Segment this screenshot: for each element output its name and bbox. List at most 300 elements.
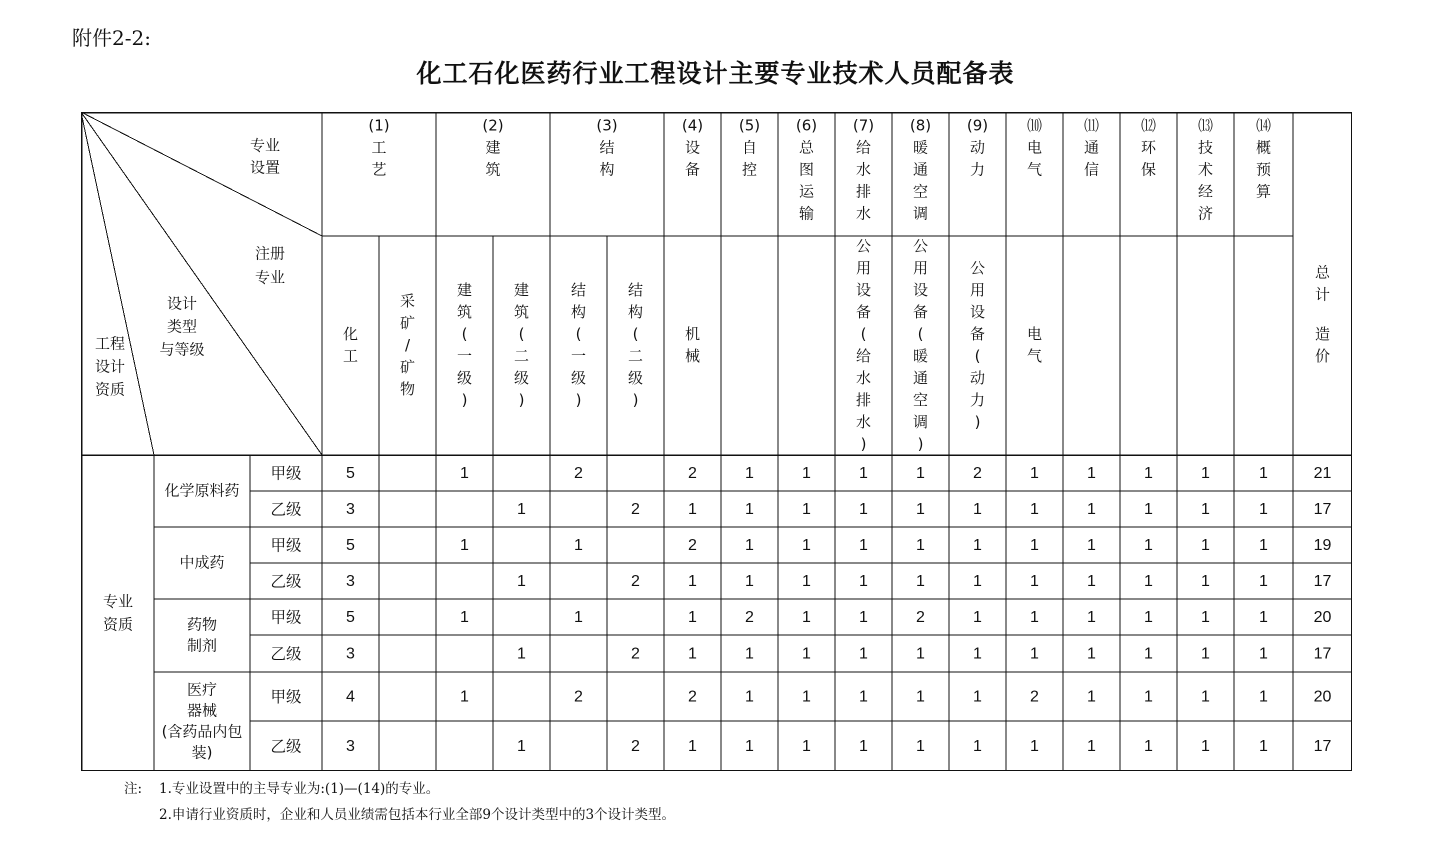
svg-text:级: 级 — [570, 369, 587, 387]
count-cell: 1 — [460, 465, 469, 483]
count-cell: 1 — [1087, 573, 1096, 591]
svg-text:械: 械 — [684, 347, 701, 365]
svg-text:术: 术 — [1197, 160, 1214, 179]
count-cell: 1 — [1259, 501, 1268, 519]
count-cell: 1 — [973, 537, 982, 555]
svg-text:构: 构 — [599, 160, 615, 179]
count-cell: 1 — [802, 465, 811, 483]
svg-text:空: 空 — [912, 391, 929, 409]
count-cell: 1 — [1030, 645, 1039, 663]
svg-text:一: 一 — [456, 347, 473, 365]
svg-text:暖: 暖 — [912, 347, 929, 365]
count-cell: 1 — [1259, 688, 1268, 706]
svg-text:调: 调 — [912, 413, 929, 431]
specialty-number: (6) — [795, 116, 818, 135]
count-cell: 1 — [574, 537, 583, 555]
corner-label-design-type: 与等级 — [159, 340, 205, 359]
count-cell: 1 — [688, 609, 697, 627]
count-cell: 1 — [745, 688, 754, 706]
count-cell: 1 — [1259, 573, 1268, 591]
count-cell: 1 — [916, 573, 925, 591]
svg-text:矿: 矿 — [399, 358, 416, 376]
count-cell: 1 — [916, 537, 925, 555]
count-cell: 1 — [1144, 609, 1153, 627]
svg-text:化: 化 — [342, 325, 359, 343]
svg-text:备: 备 — [969, 325, 986, 343]
count-cell: 1 — [802, 501, 811, 519]
note-2: 2.申请行业资质时，企业和人员业绩需包括本行业全部9个设计类型中的3个设计类型。 — [159, 807, 676, 823]
svg-text:空: 空 — [912, 182, 929, 201]
total-cell: 19 — [1313, 537, 1332, 555]
svg-text:一: 一 — [570, 347, 587, 365]
count-cell: 1 — [1030, 738, 1039, 756]
specialty-name — [371, 139, 386, 179]
svg-text:工: 工 — [342, 347, 359, 365]
registered-specialty — [685, 325, 700, 365]
svg-text:给: 给 — [855, 347, 872, 365]
svg-text:): ) — [860, 435, 867, 453]
count-cell: 1 — [1201, 688, 1210, 706]
count-cell: 1 — [1087, 465, 1096, 483]
count-cell: 1 — [802, 609, 811, 627]
total-cell: 17 — [1313, 573, 1332, 591]
count-cell: 3 — [346, 645, 355, 663]
count-cell: 1 — [688, 645, 697, 663]
specialty-name — [485, 139, 500, 179]
count-cell: 1 — [1087, 501, 1096, 519]
svg-text:结: 结 — [599, 138, 615, 157]
count-cell: 1 — [859, 609, 868, 627]
count-cell: 5 — [346, 537, 355, 555]
total-header — [1315, 264, 1331, 304]
count-cell: 1 — [1087, 537, 1096, 555]
total-cell: 17 — [1313, 738, 1332, 756]
count-cell: 1 — [1087, 688, 1096, 706]
count-cell: 1 — [460, 688, 469, 706]
svg-text:级: 级 — [513, 369, 530, 387]
svg-text:水: 水 — [855, 204, 872, 223]
svg-text:输: 输 — [798, 204, 815, 223]
svg-text:构: 构 — [627, 303, 644, 321]
count-cell: 2 — [688, 465, 697, 483]
registered-specialty — [628, 281, 643, 409]
svg-text:筑: 筑 — [456, 303, 473, 321]
svg-text:通: 通 — [912, 369, 929, 387]
svg-text:机: 机 — [684, 325, 701, 343]
svg-text:建: 建 — [485, 138, 501, 157]
diagonal-line — [81, 112, 322, 236]
svg-text:排: 排 — [855, 391, 872, 409]
svg-text:通: 通 — [1083, 138, 1100, 157]
count-cell: 1 — [1030, 465, 1039, 483]
count-cell: 1 — [517, 645, 526, 663]
count-cell: 1 — [745, 537, 754, 555]
registered-specialty — [1027, 325, 1042, 365]
specialty-number: ⒀ — [1197, 116, 1214, 135]
specialty-name — [1027, 139, 1042, 179]
svg-text:经: 经 — [1197, 182, 1214, 201]
count-cell: 1 — [802, 688, 811, 706]
specialty-number: (3) — [596, 116, 618, 135]
specialty-number: (8) — [909, 116, 932, 135]
svg-text:筑: 筑 — [513, 303, 530, 321]
count-cell: 1 — [745, 738, 754, 756]
count-cell: 1 — [859, 573, 868, 591]
count-cell: 1 — [1201, 573, 1210, 591]
count-cell: 1 — [460, 537, 469, 555]
count-cell: 3 — [346, 501, 355, 519]
svg-text:预: 预 — [1255, 160, 1272, 179]
count-cell: 2 — [574, 465, 583, 483]
svg-text:水: 水 — [855, 413, 872, 431]
specialty-number: (2) — [482, 116, 504, 135]
specialty-number: (1) — [368, 116, 390, 135]
specialty-number: ⑿ — [1140, 116, 1157, 135]
count-cell: 1 — [745, 465, 754, 483]
svg-text:设: 设 — [684, 138, 701, 157]
count-cell: 1 — [1259, 609, 1268, 627]
svg-text:(: ( — [461, 325, 468, 343]
count-cell: 1 — [973, 609, 982, 627]
svg-text:自: 自 — [741, 138, 758, 157]
count-cell: 2 — [631, 573, 640, 591]
total-cell: 21 — [1313, 465, 1332, 483]
design-type-label: 器械 — [186, 701, 218, 720]
specialty-name — [913, 139, 928, 223]
svg-text:构: 构 — [570, 303, 587, 321]
count-cell: 1 — [688, 738, 697, 756]
count-cell: 1 — [973, 501, 982, 519]
total-cell: 17 — [1313, 645, 1332, 663]
svg-text:): ) — [461, 391, 468, 409]
svg-text:用: 用 — [855, 259, 872, 277]
count-cell: 1 — [1030, 501, 1039, 519]
count-cell: 1 — [1201, 738, 1210, 756]
svg-text:电: 电 — [1026, 325, 1043, 343]
grade-label: 乙级 — [270, 737, 302, 756]
count-cell: 1 — [1144, 738, 1153, 756]
svg-text:建: 建 — [513, 281, 530, 299]
corner-label-qualification: 资质 — [94, 380, 126, 399]
svg-text:艺: 艺 — [371, 160, 387, 179]
svg-text:用: 用 — [912, 259, 929, 277]
svg-text:用: 用 — [969, 281, 986, 299]
registered-specialty — [1315, 325, 1330, 365]
count-cell: 2 — [688, 688, 697, 706]
grade-label: 乙级 — [270, 500, 302, 519]
svg-text:备: 备 — [684, 160, 701, 179]
grade-label: 甲级 — [270, 688, 302, 706]
corner-label-qualification: 工程 — [94, 334, 126, 353]
count-cell: 1 — [1259, 738, 1268, 756]
count-cell: 1 — [859, 537, 868, 555]
qualification-label: 专业 — [102, 592, 134, 611]
corner-label-qualification: 设计 — [94, 357, 126, 376]
specialty-name — [856, 139, 871, 223]
grade-label: 乙级 — [270, 645, 302, 663]
svg-text:排: 排 — [855, 182, 872, 201]
design-type-label: 医疗 — [186, 680, 218, 699]
count-cell: 1 — [1259, 465, 1268, 483]
page-title: 化工石化医药行业工程设计主要专业技术人员配备表 — [416, 59, 1015, 88]
count-cell: 1 — [1144, 688, 1153, 706]
count-cell: 2 — [631, 645, 640, 663]
svg-text:设: 设 — [969, 303, 986, 321]
svg-text:控: 控 — [741, 160, 758, 179]
design-type-label: (含药品内包 — [161, 722, 243, 741]
count-cell: 2 — [631, 501, 640, 519]
svg-text:运: 运 — [798, 182, 815, 201]
count-cell: 5 — [346, 609, 355, 627]
svg-text:设: 设 — [912, 281, 929, 299]
count-cell: 1 — [916, 738, 925, 756]
count-cell: 2 — [631, 738, 640, 756]
registered-specialty — [856, 237, 871, 453]
count-cell: 2 — [688, 537, 697, 555]
count-cell: 1 — [745, 573, 754, 591]
svg-text:公: 公 — [855, 237, 872, 255]
specialty-name — [1198, 139, 1213, 223]
design-type-label: 中成药 — [179, 553, 225, 572]
count-cell: 1 — [1030, 609, 1039, 627]
total-cell: 17 — [1313, 501, 1332, 519]
registered-specialty — [514, 281, 529, 409]
svg-text:): ) — [518, 391, 525, 409]
count-cell: 1 — [688, 573, 697, 591]
specialty-number: (4) — [681, 116, 704, 135]
count-cell: 1 — [745, 645, 754, 663]
corner-label-registered: 注册 — [254, 244, 286, 263]
svg-text:采: 采 — [399, 292, 416, 310]
specialty-number: ⑾ — [1083, 116, 1100, 135]
svg-text:物: 物 — [399, 380, 416, 398]
svg-text:概: 概 — [1255, 138, 1272, 157]
count-cell: 5 — [346, 465, 355, 483]
grade-label: 甲级 — [270, 536, 302, 555]
note-1: 1.专业设置中的主导专业为:(1)—(14)的专业。 — [159, 781, 440, 797]
specialty-name — [970, 139, 985, 179]
svg-text:通: 通 — [912, 160, 929, 179]
count-cell: 4 — [346, 688, 355, 706]
count-cell: 1 — [973, 645, 982, 663]
svg-text:气: 气 — [1026, 347, 1043, 365]
svg-text:): ) — [917, 435, 924, 453]
grade-label: 甲级 — [270, 464, 302, 483]
count-cell: 1 — [1087, 645, 1096, 663]
design-type-label: 装) — [191, 743, 213, 762]
count-cell: 1 — [973, 738, 982, 756]
count-cell: 1 — [574, 609, 583, 627]
svg-text:计: 计 — [1314, 285, 1331, 304]
svg-text:备: 备 — [912, 303, 929, 321]
svg-text:济: 济 — [1197, 204, 1214, 223]
count-cell: 1 — [1144, 465, 1153, 483]
svg-text:备: 备 — [855, 303, 872, 321]
count-cell: 1 — [688, 501, 697, 519]
registered-specialty — [571, 281, 586, 409]
count-cell: 1 — [1201, 609, 1210, 627]
svg-text:保: 保 — [1140, 160, 1157, 179]
registered-specialty — [400, 292, 415, 398]
svg-text:动: 动 — [969, 369, 986, 387]
svg-text:): ) — [974, 413, 981, 431]
registered-specialty — [343, 325, 358, 365]
svg-text:级: 级 — [456, 369, 473, 387]
count-cell: 1 — [460, 609, 469, 627]
svg-text:/: / — [404, 336, 411, 354]
svg-text:设: 设 — [855, 281, 872, 299]
svg-text:(: ( — [575, 325, 582, 343]
specialty-name — [685, 139, 700, 179]
count-cell: 1 — [916, 501, 925, 519]
svg-text:(: ( — [917, 325, 924, 343]
specialty-number: (7) — [852, 116, 875, 135]
svg-text:(: ( — [860, 325, 867, 343]
count-cell: 1 — [517, 573, 526, 591]
svg-text:筑: 筑 — [485, 160, 501, 179]
count-cell: 1 — [1201, 501, 1210, 519]
svg-text:环: 环 — [1140, 138, 1157, 157]
svg-text:总: 总 — [798, 138, 815, 157]
corner-label-registered: 专业 — [254, 268, 286, 287]
count-cell: 1 — [859, 688, 868, 706]
svg-text:水: 水 — [855, 369, 872, 387]
svg-text:公: 公 — [969, 259, 986, 277]
svg-text:调: 调 — [912, 204, 929, 223]
specialty-number: ⒁ — [1255, 116, 1272, 135]
attachment-label: 附件2-2: — [72, 26, 151, 50]
design-type-label: 制剂 — [186, 636, 218, 655]
count-cell: 3 — [346, 573, 355, 591]
count-cell: 1 — [802, 738, 811, 756]
count-cell: 1 — [802, 645, 811, 663]
svg-text:): ) — [632, 391, 639, 409]
svg-text:水: 水 — [855, 160, 872, 179]
specialty-name — [799, 139, 815, 223]
svg-text:(: ( — [632, 325, 639, 343]
svg-text:结: 结 — [570, 281, 587, 299]
staffing-table — [81, 112, 1352, 771]
svg-text:算: 算 — [1255, 182, 1272, 201]
count-cell: 1 — [916, 465, 925, 483]
svg-text:建: 建 — [456, 281, 473, 299]
svg-text:暖: 暖 — [912, 138, 929, 157]
count-cell: 1 — [802, 573, 811, 591]
count-cell: 1 — [973, 573, 982, 591]
count-cell: 1 — [859, 645, 868, 663]
svg-text:给: 给 — [855, 138, 872, 157]
count-cell: 1 — [859, 465, 868, 483]
specialty-name — [1084, 139, 1099, 179]
svg-text:电: 电 — [1026, 138, 1043, 157]
grade-label: 乙级 — [270, 572, 302, 591]
count-cell: 1 — [1144, 501, 1153, 519]
svg-text:造: 造 — [1314, 325, 1331, 343]
svg-text:力: 力 — [969, 160, 986, 179]
svg-text:(: ( — [518, 325, 525, 343]
count-cell: 2 — [574, 688, 583, 706]
registered-specialty — [457, 281, 472, 409]
count-cell: 1 — [916, 688, 925, 706]
total-cell: 20 — [1313, 609, 1332, 627]
count-cell: 1 — [1144, 645, 1153, 663]
count-cell: 1 — [1087, 738, 1096, 756]
count-cell: 1 — [802, 537, 811, 555]
svg-text:矿: 矿 — [399, 314, 416, 332]
svg-text:气: 气 — [1026, 160, 1043, 179]
svg-text:公: 公 — [912, 237, 929, 255]
specialty-name — [742, 139, 757, 179]
count-cell: 1 — [517, 501, 526, 519]
count-cell: 1 — [1201, 537, 1210, 555]
svg-text:总: 总 — [1314, 263, 1331, 282]
count-cell: 2 — [1030, 688, 1039, 706]
count-cell: 2 — [745, 609, 754, 627]
specialty-number: (5) — [738, 116, 761, 135]
count-cell: 3 — [346, 738, 355, 756]
count-cell: 1 — [1030, 573, 1039, 591]
count-cell: 1 — [1030, 537, 1039, 555]
svg-text:二: 二 — [627, 347, 644, 365]
svg-text:二: 二 — [513, 347, 530, 365]
count-cell: 1 — [1144, 537, 1153, 555]
design-type-label: 化学原料药 — [164, 481, 240, 500]
grade-label: 甲级 — [270, 608, 302, 627]
specialty-name — [1256, 139, 1271, 201]
count-cell: 1 — [745, 501, 754, 519]
count-cell: 1 — [1144, 573, 1153, 591]
count-cell: 1 — [859, 501, 868, 519]
svg-text:级: 级 — [627, 369, 644, 387]
svg-text:技: 技 — [1197, 138, 1214, 157]
count-cell: 1 — [1201, 645, 1210, 663]
corner-label-specialty: 专业 — [249, 136, 281, 155]
count-cell: 1 — [517, 738, 526, 756]
svg-text:(: ( — [974, 347, 981, 365]
specialty-name — [1141, 139, 1157, 179]
svg-text:价: 价 — [1314, 347, 1331, 365]
specialty-number: ⑽ — [1026, 116, 1043, 135]
count-cell: 1 — [859, 738, 868, 756]
total-cell: 20 — [1313, 688, 1332, 706]
svg-text:动: 动 — [969, 138, 986, 157]
count-cell: 1 — [1087, 609, 1096, 627]
count-cell: 1 — [916, 645, 925, 663]
svg-text:结: 结 — [627, 281, 644, 299]
specialty-name — [599, 139, 614, 179]
count-cell: 1 — [1259, 645, 1268, 663]
design-type-label: 药物 — [186, 615, 218, 634]
registered-specialty — [970, 259, 985, 431]
corner-label-design-type: 类型 — [166, 317, 198, 336]
registered-specialty — [913, 237, 928, 453]
corner-label-design-type: 设计 — [166, 294, 198, 313]
count-cell: 2 — [916, 609, 925, 627]
svg-text:工: 工 — [371, 138, 387, 157]
svg-text:): ) — [575, 391, 582, 409]
svg-text:力: 力 — [969, 391, 986, 409]
count-cell: 1 — [973, 688, 982, 706]
count-cell: 1 — [1259, 537, 1268, 555]
count-cell: 1 — [1201, 465, 1210, 483]
specialty-number: (9) — [966, 116, 989, 135]
svg-text:图: 图 — [798, 160, 815, 179]
qualification-label: 资质 — [102, 615, 134, 634]
corner-label-specialty: 设置 — [249, 158, 281, 177]
svg-text:信: 信 — [1083, 160, 1100, 179]
count-cell: 2 — [973, 465, 982, 483]
notes-label: 注: — [124, 781, 143, 797]
